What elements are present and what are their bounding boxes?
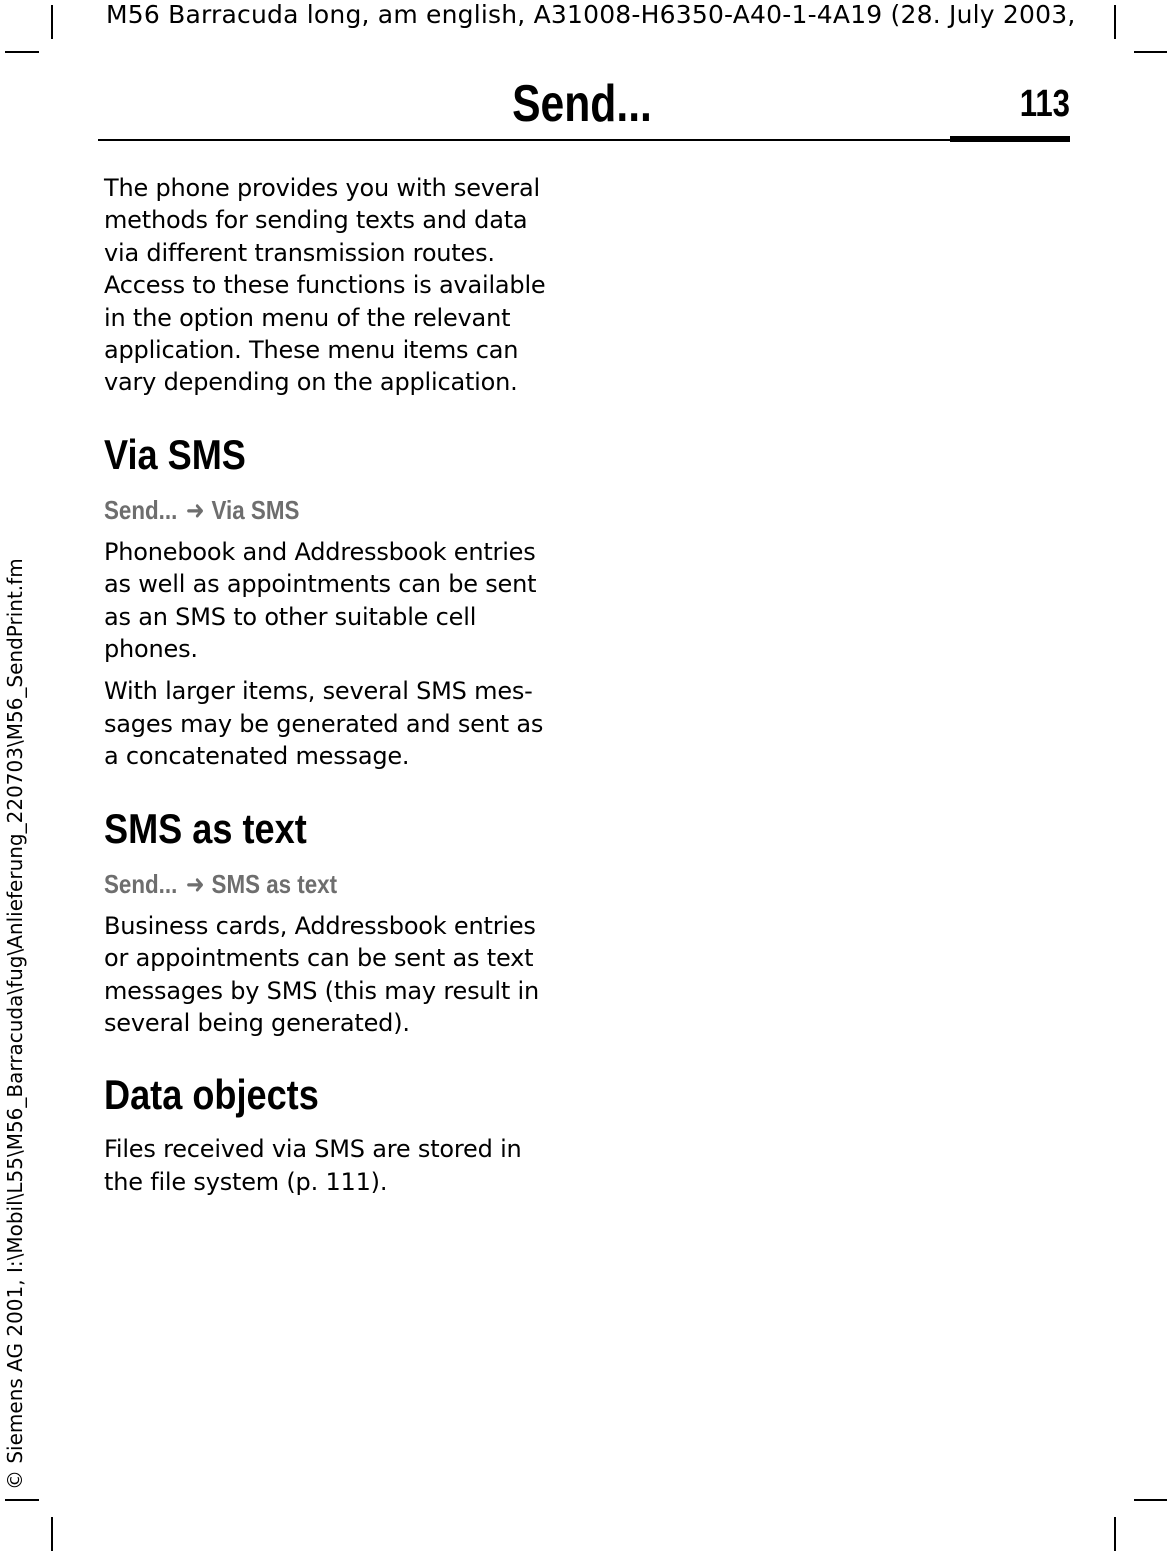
arrow-right-icon: ➜ <box>185 495 205 526</box>
header-rule <box>98 139 950 141</box>
running-header: M56 Barracuda long, am english, A31008-H6350-A40-1-4A19 (28. July 2003, <box>106 0 1076 29</box>
crop-mark-top-right-horizontal <box>1134 51 1167 53</box>
crop-mark-bottom-left-vertical <box>51 1517 53 1551</box>
menu-path-parent: Send... <box>104 494 178 525</box>
arrow-right-icon: ➜ <box>185 869 205 900</box>
section-data-objects <box>104 1069 560 1198</box>
crop-mark-bottom-left-horizontal <box>5 1499 39 1501</box>
section-via-sms <box>104 429 560 773</box>
section-paragraph: With larger items, several SMS mes-sages may be generated and sent as a concatenated message. <box>104 677 544 771</box>
page-title: Send... <box>512 75 652 133</box>
section-heading: SMS as text <box>104 804 307 852</box>
section-heading: Data objects <box>104 1071 319 1119</box>
intro-paragraph: The phone provides you with several methods for sending texts and data via different transmission routes. Access to these functions is available in the option menu of the relevant application. These menu items can vary depending on the application. <box>104 174 546 397</box>
menu-path-parent: Send... <box>104 868 178 899</box>
menu-path-item: Via SMS <box>211 494 300 525</box>
crop-mark-bottom-right-horizontal <box>1134 1499 1167 1501</box>
page-number: 113 <box>1019 83 1070 125</box>
section-paragraph: Phonebook and Addressbook entries as well as appointments can be sent as an SMS to other suitable cell phones. <box>104 537 537 664</box>
section-sms-as-text <box>104 803 560 1040</box>
section-paragraph: Files received via SMS are stored in the file system (p. 111). <box>104 1135 522 1196</box>
crop-mark-bottom-right-vertical <box>1114 1517 1116 1551</box>
menu-path <box>104 493 496 528</box>
menu-path-item: SMS as text <box>211 868 338 899</box>
main-column <box>104 172 560 1208</box>
side-file-path-note: © Siemens AG 2001, I:\Mobil\L55\M56_Barracuda\fug\Anlieferung_220703\M56_SendPrint.fm <box>3 558 27 1490</box>
section-paragraph: Business cards, Addressbook entries or appointments can be sent as text messages by SMS (this may result in several being generated). <box>104 911 539 1037</box>
page-number-rule <box>950 136 1070 142</box>
crop-mark-top-left-horizontal <box>5 51 39 53</box>
crop-mark-top-left-vertical <box>51 5 53 39</box>
crop-mark-top-right-vertical <box>1114 5 1116 39</box>
section-heading: Via SMS <box>104 430 246 478</box>
menu-path <box>104 867 496 902</box>
